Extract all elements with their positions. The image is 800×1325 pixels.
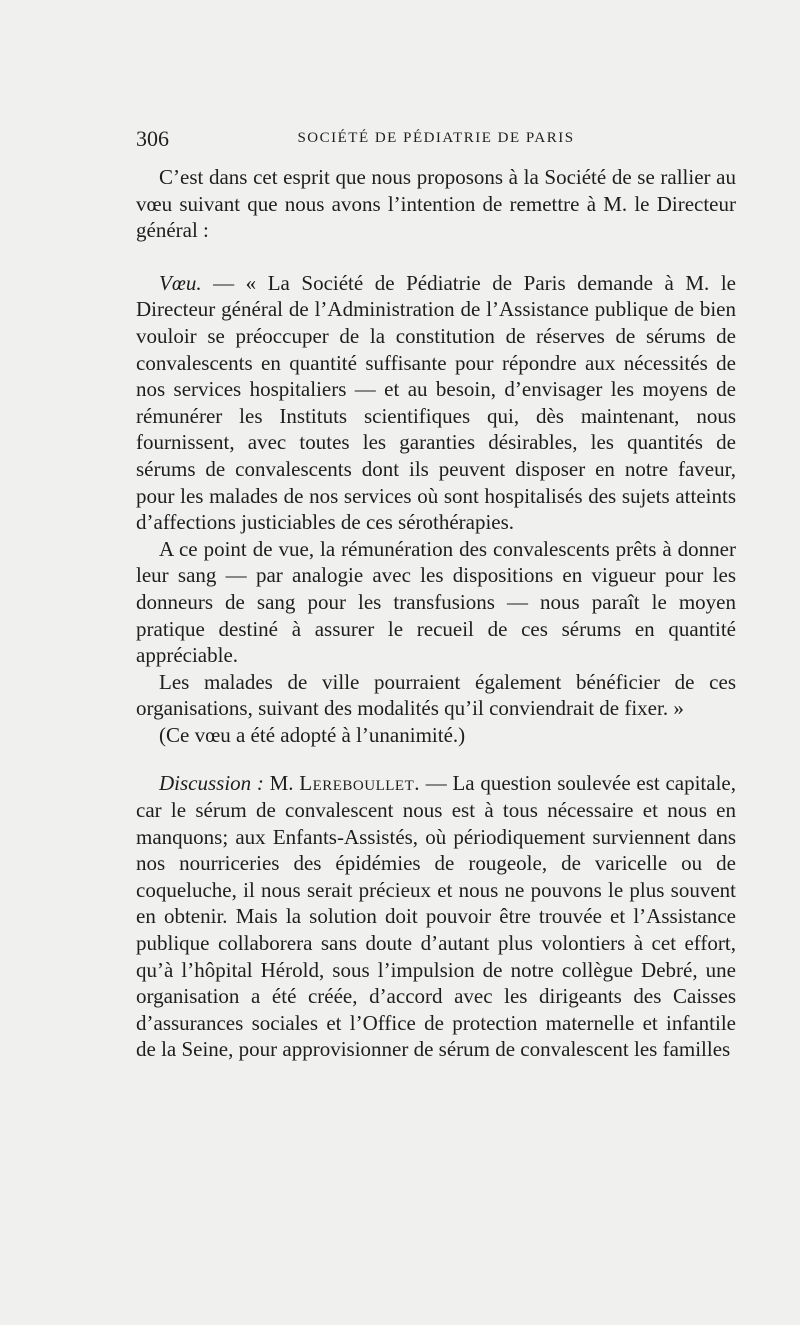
paragraph-intro: C’est dans cet esprit que nous proposons à la Société de se rallier au vœu suivant que nous avons l’intention de remettre à M. le Directeur général :	[136, 165, 736, 243]
paragraph-point-de-vue: A ce point de vue, la rémunération des convalescents prêts à donner leur sang — par analogie avec les dispositions en vigueur pour les donneurs de sang pour les transfusions — nous paraît le moyen pratique destiné à assurer le recueil de ces sérums en quantité appréciable.	[136, 536, 736, 668]
voeu-label: Vœu.	[159, 270, 202, 295]
body-text	[136, 164, 736, 1063]
discussion-text: — La question soulevée est capitale, car le sérum de convalescent nous est à tous nécessaire et nous en manquons; aux Enfants-Assistés, où périodiquement surviennent dans nos nourriceries des épidémies de rougeole, de varicelle ou de coqueluche, il nous serait précieux et nous ne pouvons le plus souvent en obtenir. Mais la solution doit pouvoir être trouvée et l’Assistance publique collaborera sans doute d’autant plus volontiers à cet effort, qu’à l’hôpital Hérold, sous l’impulsion de notre collègue Debré, une organisation a été créée, d’accord avec les dirigeants des Caisses d’assurances sociales et l’Office de protection maternelle et infantile de la Seine, pour approvisionner de sérum de convalescent les familles	[136, 771, 736, 1062]
page-number: 306	[136, 126, 169, 151]
page-header	[136, 126, 736, 156]
paragraph-malades-de-ville: Les malades de ville pourraient également bénéficier de ces organisations, suivant des modalités qu’il conviendrait de fixer. »	[136, 669, 736, 721]
speaker-prefix: M.	[263, 771, 300, 796]
speaker-name: Lereboullet.	[299, 771, 420, 796]
voeu-text: — « La Société de Pédiatrie de Paris demande à M. le Directeur général de l’Administration de l’Assistance publique de bien vouloir se préoccuper de la constitution de réserves de sérums de convalescents en quantité suffisante pour répondre aux nécessités de nos services hospitaliers — et au besoin, d’envisager les moyens de rémunérer les Instituts scientifiques qui, dès maintenant, nous fournissent, avec toutes les garanties désirables, les quantités de sérums de convalescents dont ils peuvent disposer en notre faveur, pour les malades de nos services où sont hospitalisés des sujets atteints d’affections justiciables de ces sérothérapies.	[136, 270, 736, 535]
paragraph-adopte: (Ce vœu a été adopté à l’unanimité.)	[159, 722, 466, 747]
paragraph-discussion	[136, 770, 736, 1063]
discussion-label: Discussion :	[159, 771, 264, 796]
spacer	[136, 748, 736, 770]
paragraph-voeu	[136, 270, 736, 536]
running-title: SOCIÉTÉ DE PÉDIATRIE DE PARIS	[297, 130, 575, 146]
spacer	[136, 244, 736, 270]
